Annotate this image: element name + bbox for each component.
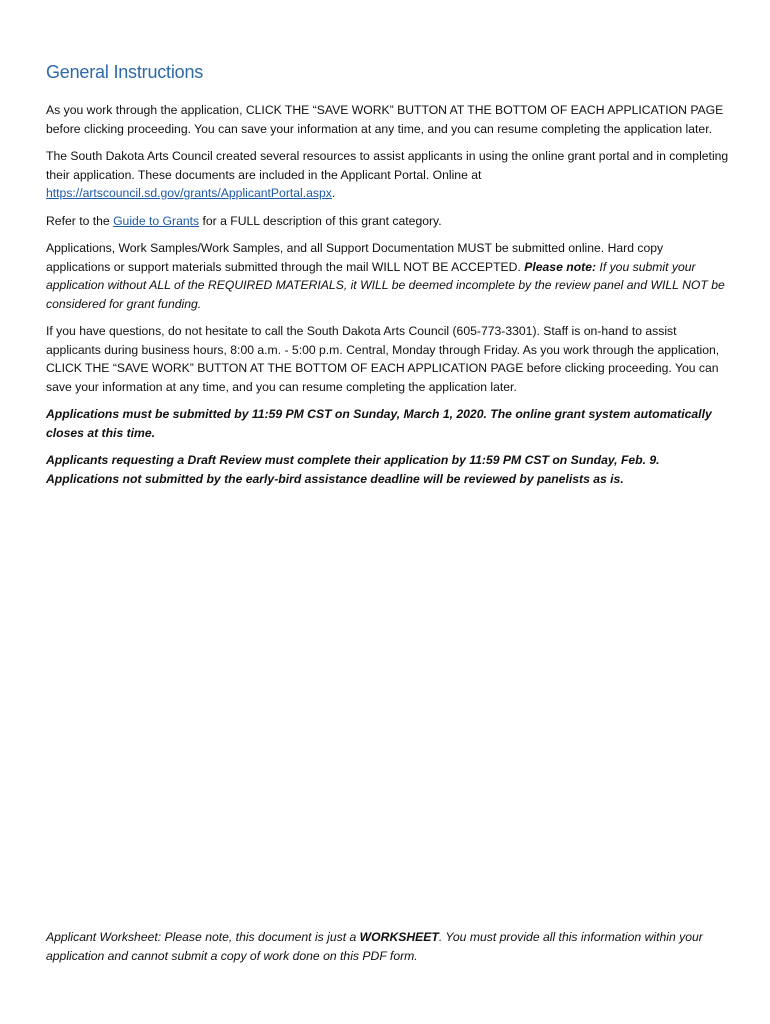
- applicant-portal-link[interactable]: https://artscouncil.sd.gov/grants/ApplicantPortal.aspx: [46, 186, 332, 200]
- worksheet-bold: WORKSHEET: [359, 930, 439, 944]
- guide-before: Refer to the: [46, 213, 114, 228]
- instructions-section: [46, 62, 730, 497]
- please-note-text: If you submit your application without ALL of the REQUIRED MATERIALS, it WILL be deemed incomplete by the review panel and WILL NOT be considered for grant funding.: [46, 259, 725, 311]
- worksheet-note: [46, 928, 730, 974]
- resources-text: The South Dakota Arts Council created several resources to assist applicants in using the online grant portal and in completing their application. These documents are included in the Applicant Portal. Online at: [46, 149, 729, 182]
- submission-paragraph: [46, 239, 730, 313]
- save-work-paragraph: As you work through the application, CLICK THE “SAVE WORK” BUTTON AT THE BOTTOM OF EACH APPLICATION PAGE before clicking proceeding. You can save your information at any time, and you can resume completing the application later.: [46, 103, 724, 136]
- guide-after: for a FULL description of this grant category.: [199, 213, 442, 228]
- guide-paragraph: [46, 212, 730, 231]
- worksheet-before: Applicant Worksheet: Please note, this document is just a: [46, 930, 360, 944]
- guide-to-grants-link[interactable]: Guide to Grants: [113, 213, 200, 228]
- resources-after: .: [331, 186, 336, 200]
- deadline-paragraph: Applications must be submitted by 11:59 PM CST on Sunday, March 1, 2020. The online grant system automatically closes at this time.: [46, 407, 712, 440]
- worksheet-after: . You must provide all this information within your application and cannot submit a copy of work done on this PDF form.: [46, 930, 703, 963]
- worksheet-note-text: [46, 928, 730, 965]
- please-note-label: Please note:: [524, 259, 597, 274]
- contact-paragraph: If you have questions, do not hesitate to call the South Dakota Arts Council (605-773-3301). Staff is on-hand to assist applicants during business hours, 8:00 a.m. - 5:00 p.m. Central, Monday through Friday. As you work through the application, CLICK THE “SAVE WORK” BUTTON AT THE BOTTOM OF EACH APPLICATION PAGE before clicking proceeding. You can save your information at any time, and you can resume completing the application later.: [46, 324, 720, 394]
- resources-paragraph: [46, 147, 730, 203]
- draft-review-paragraph: Applicants requesting a Draft Review must complete their application by 11:59 PM CST on Sunday, Feb. 9. Applications not submitted by the early-bird assistance deadline will be reviewed by panelists as is.: [46, 453, 660, 486]
- section-heading: General Instructions: [46, 62, 204, 82]
- submission-text: Applications, Work Samples/Work Samples, and all Support Documentation MUST be submitted online. Hard copy applications or support materials submitted through the mail WILL NOT BE ACCEPTED.: [46, 241, 664, 274]
